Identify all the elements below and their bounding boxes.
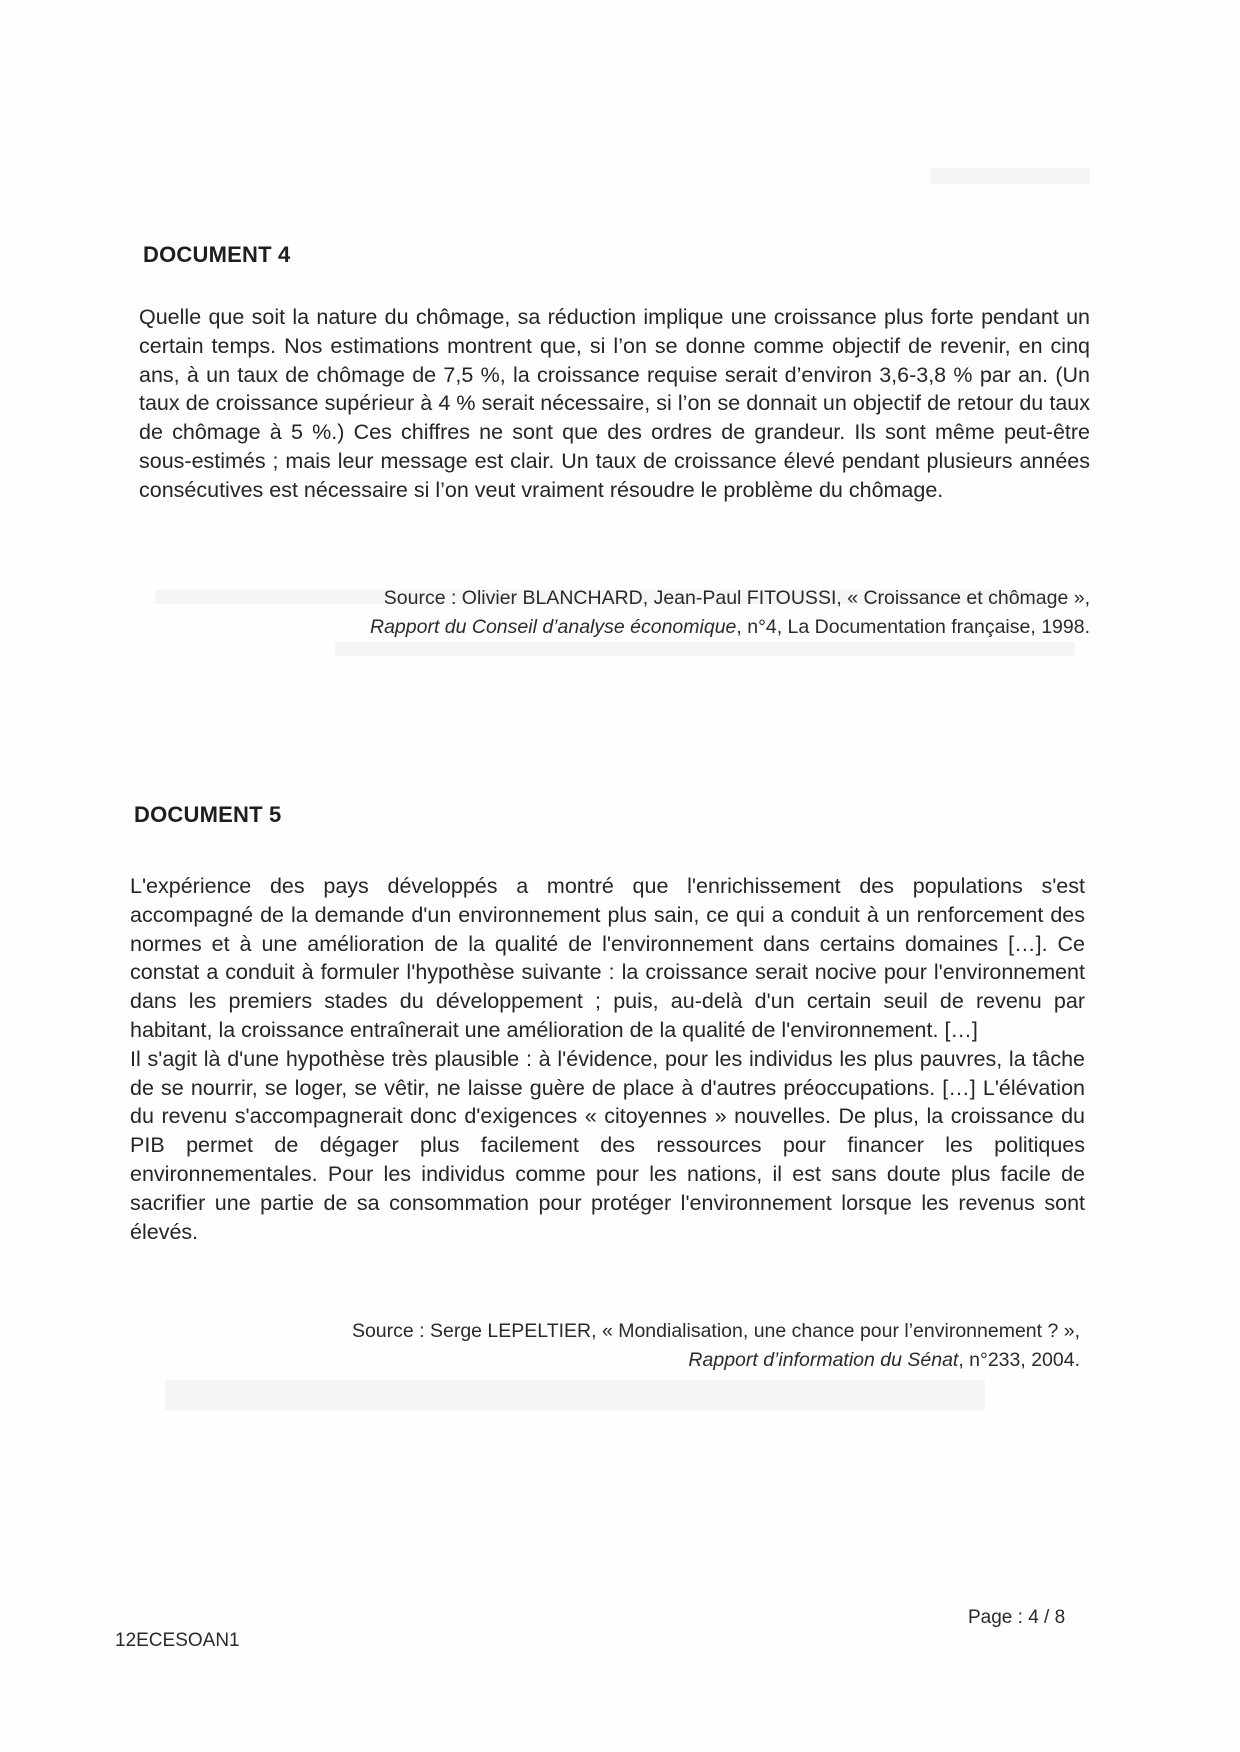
- document-4-source-publication-line: [200, 613, 1090, 642]
- page-number: Page : 4 / 8: [968, 1607, 1066, 1628]
- document-5-source: [180, 1317, 1080, 1374]
- bleed-through-mark: [165, 1380, 985, 1410]
- document-5-source-details: , n°233, 2004.: [958, 1348, 1080, 1371]
- document-5-heading: DOCUMENT 5: [134, 802, 282, 827]
- bleed-through-mark: [335, 642, 1075, 656]
- document-4-heading: DOCUMENT 4: [143, 242, 291, 267]
- document-4-source-publication: Rapport du Conseil d’analyse économique: [369, 615, 737, 638]
- document-5-body: [130, 872, 1085, 1246]
- bleed-through-mark: [930, 168, 1090, 184]
- document-4-source-authors: Source : Olivier BLANCHARD, Jean-Paul FITOUSSI, « Croissance et chômage »,: [383, 587, 1090, 609]
- document-5-source-author: Source : Serge LEPELTIER, « Mondialisation, une chance pour l’environnement ? »,: [351, 1320, 1080, 1342]
- exam-code: 12ECESOAN1: [115, 1630, 240, 1651]
- document-4-body: Quelle que soit la nature du chômage, sa réduction implique une croissance plus forte pendant un certain temps. Nos estimations montrent que, si l’on se donne comme objectif de revenir, en cinq ans, à un taux de chômage de 7,5 %, la croissance requise serait d’environ 3,6-3,8 % par an. (Un taux de croissance supérieur à 4 % serait nécessaire, si l’on se donnait un objectif de retour du taux de chômage à 5 %.) Ces chiffres ne sont que des ordres de grandeur. Ils sont même peut-être sous-estimés ; mais leur message est clair. Un taux de croissance élevé pendant plusieurs années consécutives est nécessaire si l’on veut vraiment résoudre le problème du chômage.: [139, 305, 1090, 502]
- document-4-source: [200, 584, 1090, 641]
- document-5-source-publication-line: [180, 1346, 1080, 1375]
- document-5-paragraph-2: Il s'agit là d'une hypothèse très plausible : à l'évidence, pour les individus les plus pauvres, la tâche de se nourrir, se loger, se vêtir, ne laisse guère de place à d'autres préoccupations. […] L'élévation du revenu s'accompagnerait donc d'exigences « citoyennes » nouvelles. De plus, la croissance du PIB permet de dégager plus facilement des ressources pour financer les politiques environnementales. Pour les individus comme pour les nations, il est sans doute plus facile de sacrifier une partie de sa consommation pour protéger l'environnement lorsque les revenus sont élevés.: [130, 1046, 1085, 1244]
- document-5-paragraph-1: L'expérience des pays développés a montré que l'enrichissement des populations s'est accompagné de la demande d'un environnement plus sain, ce qui a conduit à un renforcement des normes et à une amélioration de la qualité de l'environnement dans certains domaines […]. Ce constat a conduit à formuler l'hypothèse suivante : la croissance serait nocive pour l'environnement dans les premiers stades du développement ; puis, au-delà d'un certain seuil de revenu par habitant, la croissance entraînerait une amélioration de la qualité de l'environnement. […]: [130, 874, 1085, 1042]
- document-4-source-details: , n°4, La Documentation française, 1998.: [736, 615, 1090, 638]
- document-5-source-publication: Rapport d’information du Sénat: [688, 1348, 959, 1371]
